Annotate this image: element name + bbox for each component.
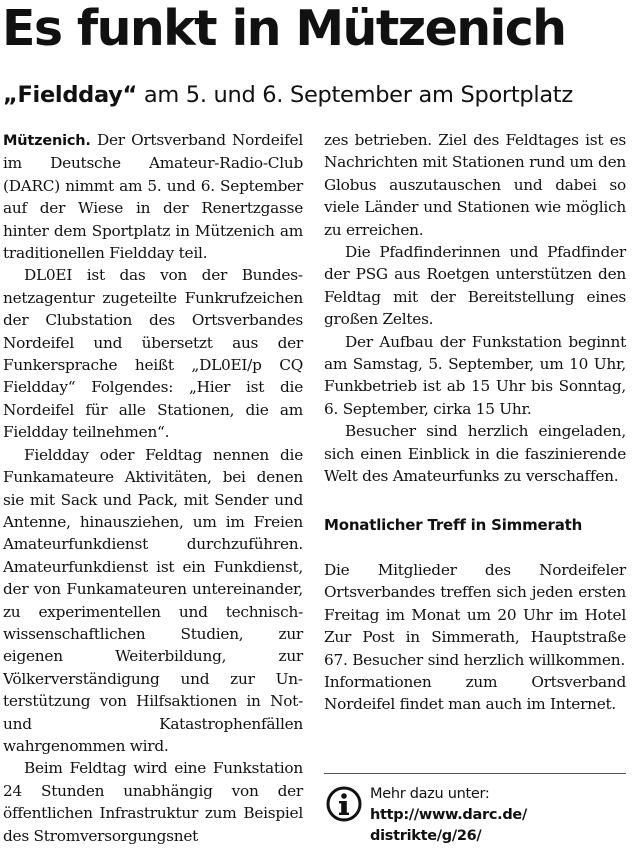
paragraph-text: Der Ortsverband Nordeifel im Deutsche Amateur-Radio-Club (DARC) nimmt am 5. und 6. September auf der Wiese in der Renertzgasse hinter dem Sportplatz in Mützenich am traditionellen Fieldday teil. — [3, 131, 303, 263]
paragraph: Der Aufbau der Funkstation beginnt am Samstag, 5. September, um 10 Uhr, Funkbetrieb ist ab 15 Uhr bis Sonntag, 6. September, cirka 15 Uhr. — [324, 332, 626, 418]
paragraph: Besucher sind herzlich eingeladen, sich einen Einblick in die faszinierende Welt des Amateurfunks zu verschaffen. — [324, 422, 626, 486]
subheadline-rest: am 5. und 6. September am Sportplatz — [137, 82, 573, 108]
article-column-2 — [324, 129, 626, 716]
paragraph: Die Pfadfinderinnen und Pfadfinder der PSG aus Roetgen unterstützen den Feldtag mit der Bereitstellung eines großen Zeltes. — [324, 243, 626, 329]
paragraph — [3, 129, 303, 264]
paragraph: DL0EI ist das von der Bundesnetzagentur zugeteilte Funkrufzeichen der Clubstation des Ortsverbandes Nordeifel und übersetzt aus der Funkersprache heißt „DL0EI/p CQ Fieldday“ Folgendes: „Hier ist die Nordeifel für alle Stationen, die am Fieldday teilnehmen“. — [3, 266, 303, 442]
paragraph: Informationen zum Ortsverband Nordeifel findet man auch im Internet. — [324, 672, 626, 714]
info-icon — [326, 786, 362, 822]
info-box — [324, 784, 626, 854]
dateline: Mützenich. — [3, 133, 91, 149]
paragraph: Beim Feldtag wird eine Funkstation 24 Stunden unabhängig von der öffentlichen Infrastruktur zum Beispiel des Stromversorgungsnet — [3, 759, 303, 845]
subheadline — [3, 78, 573, 112]
info-text — [370, 784, 527, 847]
subheadline-quoted: „Fieldday“ — [3, 82, 137, 108]
paragraph: Fieldday oder Feldtag nennen die Funkamateure Aktivitäten, bei denen sie mit Sack und Pack, mit Sender und Antenne, hinausziehen, um im Freien Amateurfunkdienst durchzuführen. Amateurfunkdienst ist ein Funkdienst, der von Funkamateuren untereinander, zu experimentellen und technisch-wissenschaftlichen Studien, zur eigenen Weiterbildung, zur Völkerverständigung und zur Unterstützung von Hilfsaktionen in Not- und Katastrophenfällen wahrgenommen wird. — [3, 445, 303, 755]
paragraph: zes betrieben. Ziel des Feldtages ist es Nachrichten mit Stationen rund um den Globus auszutauschen und dabei so viele Länder und Stationen wie möglich zu erreichen. — [324, 131, 626, 239]
headline: Es funkt in Mützenich — [2, 0, 566, 57]
info-label: Mehr dazu unter: — [370, 786, 490, 802]
section-heading: Monatlicher Treff in Simmerath — [324, 515, 583, 534]
divider — [324, 773, 626, 774]
info-url-link[interactable]: http://www.darc.de/ — [370, 807, 527, 823]
paragraph: Die Mitglieder des Nordeifeler Ortsverbandes treffen sich jeden ersten Freitag im Monat um 20 Uhr im Hotel Zur Post in Simmerath, Hauptstraße 67. Besucher sind herzlich willkommen. — [324, 560, 626, 669]
article-column-1 — [3, 129, 303, 847]
info-url-link-continued[interactable]: distrikte/g/26/ — [370, 828, 482, 844]
